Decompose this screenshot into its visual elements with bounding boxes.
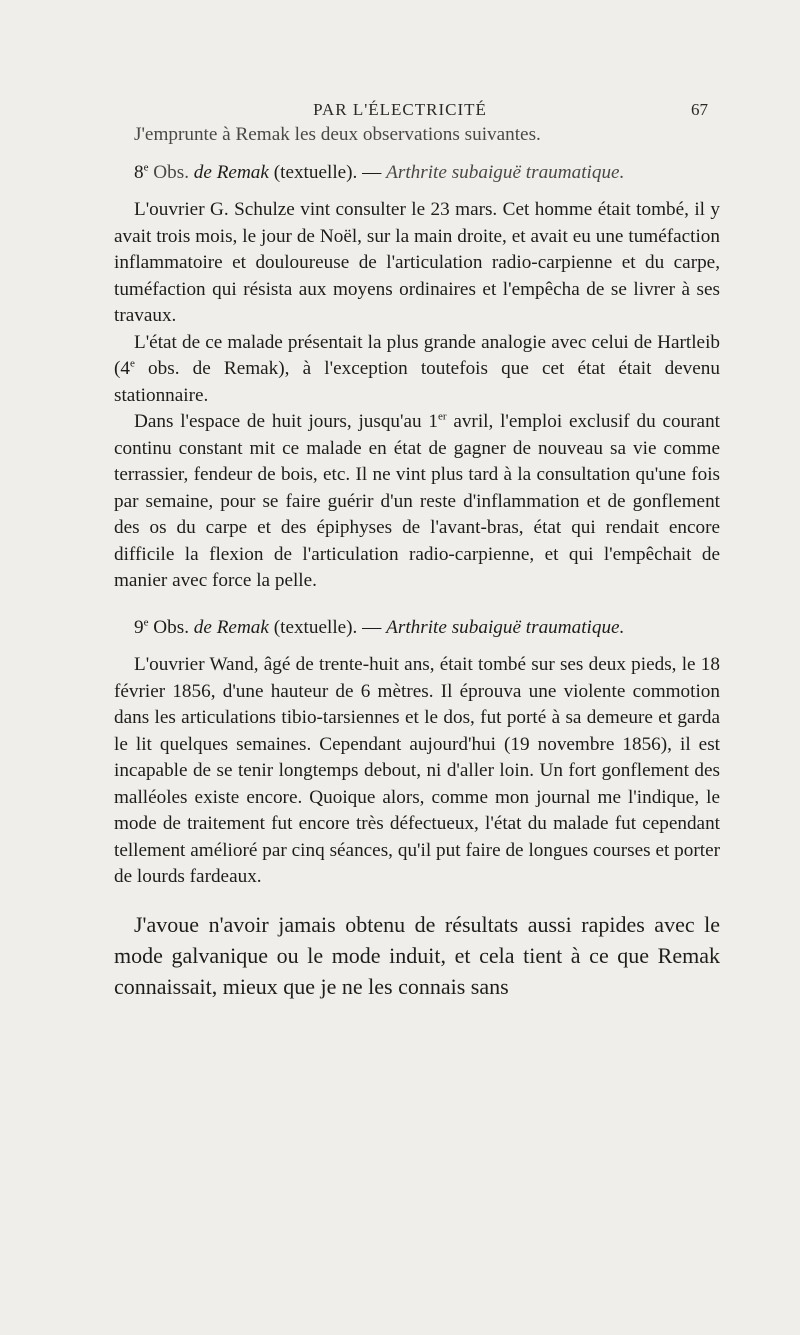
observation-title: Arthrite subaiguë traumatique. xyxy=(386,161,625,183)
observation-label: Obs. xyxy=(148,161,194,183)
paragraph-text: avril, l'emploi exclusif du courant continu constant mit ce malade en état de gagner de nouveau sa vie comme terrassier, fendeur de bois, etc. Il ne vint plus tard à la consultation qu'une fois par semaine, pour se faire guérir d'un reste d'inflammation et de gonflement des os du carpe et des épiphyses de l'avant-bras, état qui rendait encore difficile la flexion de l'articulation radio-carpienne, et qui l'empêchait de manier avec force la pelle. xyxy=(114,411,720,591)
observation-source-note: (textuelle). — xyxy=(268,161,387,183)
paragraph-schulze: L'ouvrier G. Schulze vint consulter le 23 mars. Cet homme était tombé, il y avait trois mois, le jour de Noël, sur la main droite, et avait eu une tuméfaction inflammatoire et douloureuse de l'articulation radio-carpienne et du carpe, tuméfaction qui résista aux moyens ordinaires et l'empêcha de se livrer à ses travaux. xyxy=(114,199,720,326)
observation-title: Arthrite subaiguë traumatique. xyxy=(386,616,625,638)
ordinal-suffix: e xyxy=(129,357,135,370)
paragraph-text: obs. de Remak), à l'exception toutefois que cet état était devenu stationnaire. xyxy=(114,358,720,406)
body-text xyxy=(114,122,720,1002)
ordinal-suffix: er xyxy=(437,410,447,423)
observation-source: de Remak xyxy=(193,161,269,183)
running-head xyxy=(0,100,800,124)
observation-source-note: (textuelle). — xyxy=(268,616,387,638)
observation-number: 9 xyxy=(134,616,144,638)
paragraph-hartleib xyxy=(114,330,720,410)
ordinal-suffix: e xyxy=(143,161,149,174)
closing-paragraph: J'avoue n'avoir jamais obtenu de résultats aussi rapides avec le mode galvanique ou le mode induit, et cela tient à ce que Remak connaissait, mieux que je ne les connais sans xyxy=(114,911,720,999)
observation-label: Obs. xyxy=(148,616,194,638)
running-title: PAR L'ÉLECTRICITÉ xyxy=(313,100,487,119)
observation-number: 8 xyxy=(134,161,144,183)
page-number: 67 xyxy=(691,100,708,119)
paragraph-treatment xyxy=(114,409,720,595)
observation-9-heading xyxy=(114,615,720,642)
ordinal-suffix: e xyxy=(143,616,149,629)
observation-8-heading xyxy=(114,160,720,187)
paragraph-text: L'état de ce malade présentait la plus grande analogie avec celui de Hartleib (4 xyxy=(114,331,720,379)
paragraph-text: Dans l'espace de huit jours, jusqu'au 1 xyxy=(134,411,438,432)
paragraph-wand: L'ouvrier Wand, âgé de trente-huit ans, était tombé sur ses deux pieds, le 18 février 1856, d'une hauteur de 6 mètres. Il éprouva une violente commotion dans les articulations tibio-tarsiennes et le dos, fut porté à sa demeure et garda le lit quelques semaines. Cependant aujourd'hui (19 novembre 1856), il est incapable de se tenir longtemps debout, ni d'aller loin. Un fort gonflement des malléoles existe encore. Quoique alors, comme mon journal me l'indique, le mode de traitement fut encore très défectueux, l'état du malade fut cependant tellement amélioré par cinq séances, qu'il put faire de longues courses et porter de lourds fardeaux. xyxy=(114,654,720,887)
observation-source: de Remak xyxy=(193,616,269,638)
intro-line: J'emprunte à Remak les deux observations suivantes. xyxy=(134,124,541,145)
